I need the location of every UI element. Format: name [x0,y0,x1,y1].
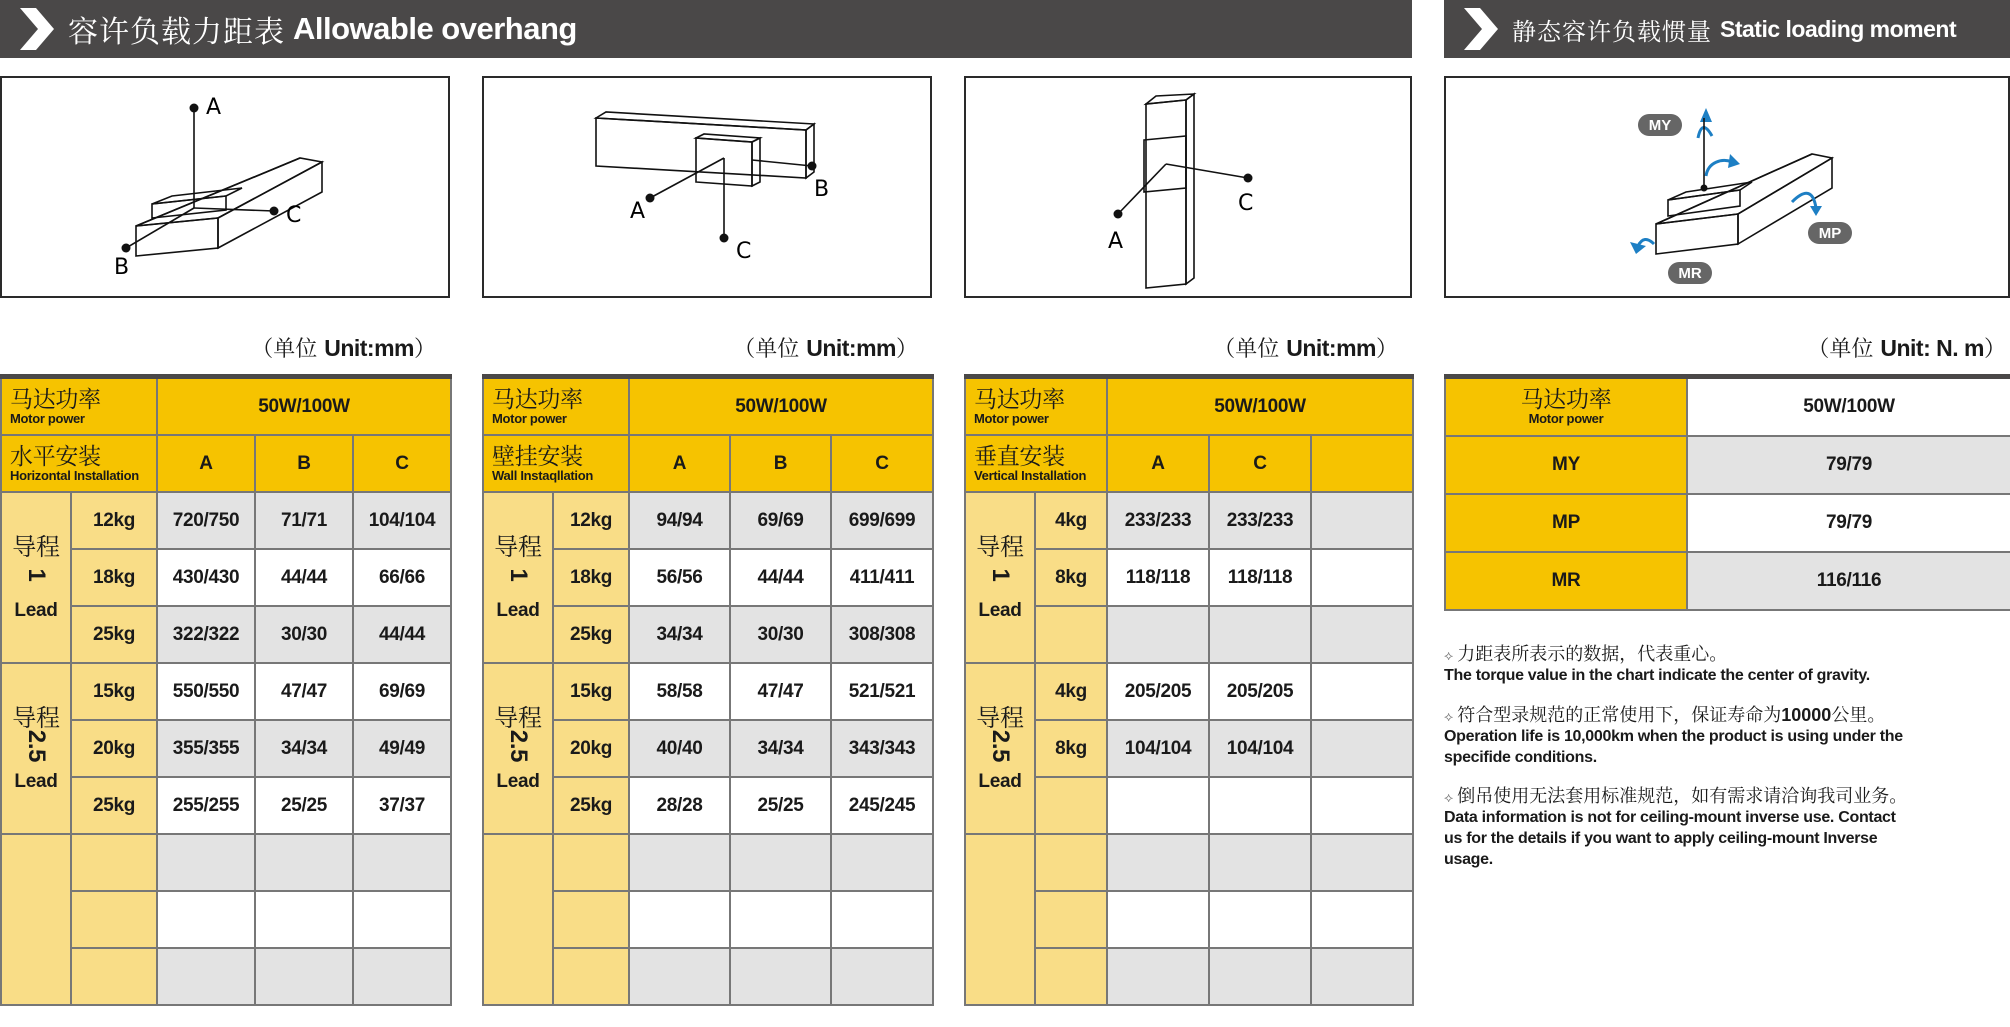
horizontal-overhang-table [0,374,452,1006]
value-cell: 104/104 [353,492,451,549]
table-row [1,834,451,891]
header-title-en: Allowable overhang [293,11,577,46]
installation-header: 水平安装 Horizontal Installation [1,435,157,492]
table-row [1445,552,2010,610]
empty-lead-cell [1,834,71,1005]
load-cell: 18kg [553,549,629,606]
empty-cell [1311,606,1413,663]
empty-cell [1035,606,1107,663]
column-header: A [629,435,730,492]
empty-cell [1311,834,1413,891]
value-cell: 245/245 [831,777,933,834]
empty-cell [71,948,157,1005]
value-cell: 118/118 [1209,549,1311,606]
static-moment-header [1444,0,2010,58]
load-cell: 15kg [71,663,157,720]
value-cell: 56/56 [629,549,730,606]
diamond-bullet-icon: ⟡ [1444,708,1454,725]
empty-cell [1311,720,1413,777]
load-cell: 15kg [553,663,629,720]
lead-1-label: 导程 1 Lead [1,492,71,663]
table-row [1,377,451,436]
vertical-rail-illustration [966,78,1414,300]
empty-cell [1311,492,1413,549]
value-cell: 322/322 [157,606,255,663]
motor-power-header: 马达功率 Motor power [1445,377,1687,437]
motor-power-header: 马达功率 Motor power [965,377,1107,436]
load-cell: 8kg [1035,720,1107,777]
empty-cell [1035,891,1107,948]
allowable-overhang-header [0,0,1412,58]
column-header: A [157,435,255,492]
load-cell: 12kg [71,492,157,549]
empty-cell [1209,606,1311,663]
empty-cell [1107,606,1209,663]
motor-power-value: 50W/100W [157,377,451,436]
column-header: C [1209,435,1311,492]
empty-cell [1107,834,1209,891]
motor-power-header: 马达功率 Motor power [1,377,157,436]
empty-cell [157,834,255,891]
load-cell: 18kg [71,549,157,606]
table-row [1445,494,2010,552]
empty-cell [1209,891,1311,948]
table-row [965,435,1413,492]
notes-section [1444,640,2004,885]
wall-diagram [482,76,932,298]
moment-label: MY [1445,436,1687,494]
empty-lead-cell [965,834,1035,1005]
value-cell: 430/430 [157,549,255,606]
empty-cell [1035,777,1107,834]
lead-2-5-label: 导程 2.5 Lead [965,663,1035,834]
load-cell: 20kg [553,720,629,777]
value-cell: 47/47 [255,663,353,720]
note-item: ⟡ 力距表所表示的数据，代表重心。 The torque value in the chart indicate the center of gravity. [1444,644,1870,684]
value-cell: 47/47 [730,663,831,720]
empty-cell [353,891,451,948]
value-cell: 343/343 [831,720,933,777]
load-cell: 8kg [1035,549,1107,606]
lead-2-5-label: 导程 2.5 Lead [483,663,553,834]
value-cell: 104/104 [1107,720,1209,777]
empty-cell [1311,435,1413,492]
empty-cell [1209,834,1311,891]
column-header: B [255,435,353,492]
table-row [1445,377,2010,437]
empty-cell [629,891,730,948]
motor-power-value: 50W/100W [1687,377,2010,437]
horizontal-diagram [0,76,450,298]
empty-cell [730,891,831,948]
vertical-overhang-table [964,374,1414,1006]
chevron-right-icon [1454,0,1500,58]
moment-label: MR [1445,552,1687,610]
value-cell: 233/233 [1107,492,1209,549]
empty-cell [1107,891,1209,948]
value-cell: 255/255 [157,777,255,834]
table-row [1,663,451,720]
value-cell: 34/34 [730,720,831,777]
value-cell: 233/233 [1209,492,1311,549]
empty-cell [553,948,629,1005]
value-cell: 44/44 [730,549,831,606]
value-cell: 411/411 [831,549,933,606]
empty-cell [353,834,451,891]
value-cell: 94/94 [629,492,730,549]
value-cell: 66/66 [353,549,451,606]
value-cell: 699/699 [831,492,933,549]
column-header: A [1107,435,1209,492]
table-row [483,492,933,549]
column-header: C [353,435,451,492]
motor-power-value: 50W/100W [629,377,933,436]
load-cell: 25kg [553,606,629,663]
lead-2-5-label: 导程 2.5 Lead [1,663,71,834]
value-cell: 205/205 [1209,663,1311,720]
value-cell: 28/28 [629,777,730,834]
installation-header: 壁挂安装 Wall Instaqllation [483,435,629,492]
vertical-diagram [964,76,1412,298]
empty-cell [1311,549,1413,606]
label-a: A [1108,229,1124,254]
empty-cell [157,891,255,948]
table-row [965,663,1413,720]
moment-value: 116/116 [1687,552,2010,610]
moment-value: 79/79 [1687,494,2010,552]
table-row [483,435,933,492]
value-cell: 69/69 [353,663,451,720]
value-cell: 58/58 [629,663,730,720]
note-item: ⟡ 符合型录规范的正常使用下，保证寿命为10000公里。 Operation life is 10,000km when the product is using under the specifide conditions. [1444,704,1903,766]
label-mr: MR [1678,265,1702,282]
empty-cell [71,834,157,891]
motor-power-header: 马达功率 Motor power [483,377,629,436]
empty-cell [157,948,255,1005]
label-mp: MP [1818,225,1842,242]
value-cell: 71/71 [255,492,353,549]
value-cell: 34/34 [629,606,730,663]
empty-cell [1209,777,1311,834]
empty-cell [553,834,629,891]
empty-cell [353,948,451,1005]
empty-cell [1311,663,1413,720]
empty-cell [1107,777,1209,834]
installation-header: 垂直安装 Vertical Installation [965,435,1107,492]
empty-cell [1209,948,1311,1005]
table-row [965,834,1413,891]
load-cell: 20kg [71,720,157,777]
empty-cell [1107,948,1209,1005]
load-cell: 25kg [553,777,629,834]
moment-diagram [1444,76,2010,298]
empty-cell [1311,777,1413,834]
diamond-bullet-icon: ⟡ [1444,648,1454,664]
empty-lead-cell [483,834,553,1005]
note-item: ⟡ 倒吊使用无法套用标准规范，如有需求请洽询我司业务。 Data information is not for ceiling-mount inverse use. Contact us for the details if you want to apply ceiling-mount Inverse usage. [1444,786,1908,868]
column-header: B [730,435,831,492]
header-title-zh: 静态容许负载惯量 [1512,17,1712,46]
value-cell: 104/104 [1209,720,1311,777]
empty-cell [831,948,933,1005]
wall-overhang-table [482,374,934,1006]
value-cell: 550/550 [157,663,255,720]
label-b: B [814,177,830,202]
value-cell: 118/118 [1107,549,1209,606]
table-row [965,377,1413,436]
moment-value: 79/79 [1687,436,2010,494]
value-cell: 44/44 [353,606,451,663]
horizontal-rail-illustration [2,78,452,300]
static-moment-table [1444,374,2010,611]
unit-label-horizontal: （单位 Unit:mm） [251,335,436,362]
empty-cell [255,891,353,948]
empty-cell [1035,948,1107,1005]
value-cell: 44/44 [255,549,353,606]
load-cell: 25kg [71,777,157,834]
column-header: C [831,435,933,492]
label-a: A [206,95,222,120]
value-cell: 49/49 [353,720,451,777]
table-row [483,663,933,720]
label-c: C [286,203,302,228]
label-c: C [1238,191,1254,216]
empty-cell [629,834,730,891]
lead-1-label: 导程 1 Lead [965,492,1035,663]
table-row [483,377,933,436]
table-row [1445,436,2010,494]
unit-label-moment: （单位 Unit: N. m） [1807,335,2006,362]
value-cell: 30/30 [730,606,831,663]
moment-label: MP [1445,494,1687,552]
empty-cell [255,834,353,891]
value-cell: 25/25 [255,777,353,834]
label-b: B [114,255,130,280]
empty-cell [1311,891,1413,948]
header-title-en: Static loading moment [1720,15,1957,42]
value-cell: 30/30 [255,606,353,663]
label-a: A [630,199,646,224]
moment-rail-illustration [1446,78,2010,300]
motor-power-value: 50W/100W [1107,377,1413,436]
value-cell: 34/34 [255,720,353,777]
empty-cell [629,948,730,1005]
empty-cell [831,834,933,891]
value-cell: 355/355 [157,720,255,777]
unit-label-vertical: （单位 Unit:mm） [1213,335,1398,362]
empty-cell [730,948,831,1005]
load-cell: 25kg [71,606,157,663]
table-row [1,492,451,549]
load-cell: 4kg [1035,492,1107,549]
value-cell: 521/521 [831,663,933,720]
empty-cell [1311,948,1413,1005]
empty-cell [71,891,157,948]
value-cell: 40/40 [629,720,730,777]
load-cell: 12kg [553,492,629,549]
empty-cell [553,891,629,948]
table-row [1,435,451,492]
value-cell: 69/69 [730,492,831,549]
unit-label-wall: （单位 Unit:mm） [733,335,918,362]
value-cell: 308/308 [831,606,933,663]
table-row [483,834,933,891]
empty-cell [1035,834,1107,891]
table-row [965,492,1413,549]
empty-cell [831,891,933,948]
value-cell: 205/205 [1107,663,1209,720]
label-c: C [736,239,752,264]
value-cell: 720/750 [157,492,255,549]
value-cell: 37/37 [353,777,451,834]
chevron-right-icon [10,0,56,58]
lead-1-label: 导程 1 Lead [483,492,553,663]
header-title-zh: 容许负载力距表 [68,15,285,50]
label-my: MY [1648,117,1672,134]
value-cell: 25/25 [730,777,831,834]
empty-cell [730,834,831,891]
load-cell: 4kg [1035,663,1107,720]
wall-rail-illustration [484,78,934,300]
empty-cell [255,948,353,1005]
diamond-bullet-icon: ⟡ [1444,790,1454,807]
